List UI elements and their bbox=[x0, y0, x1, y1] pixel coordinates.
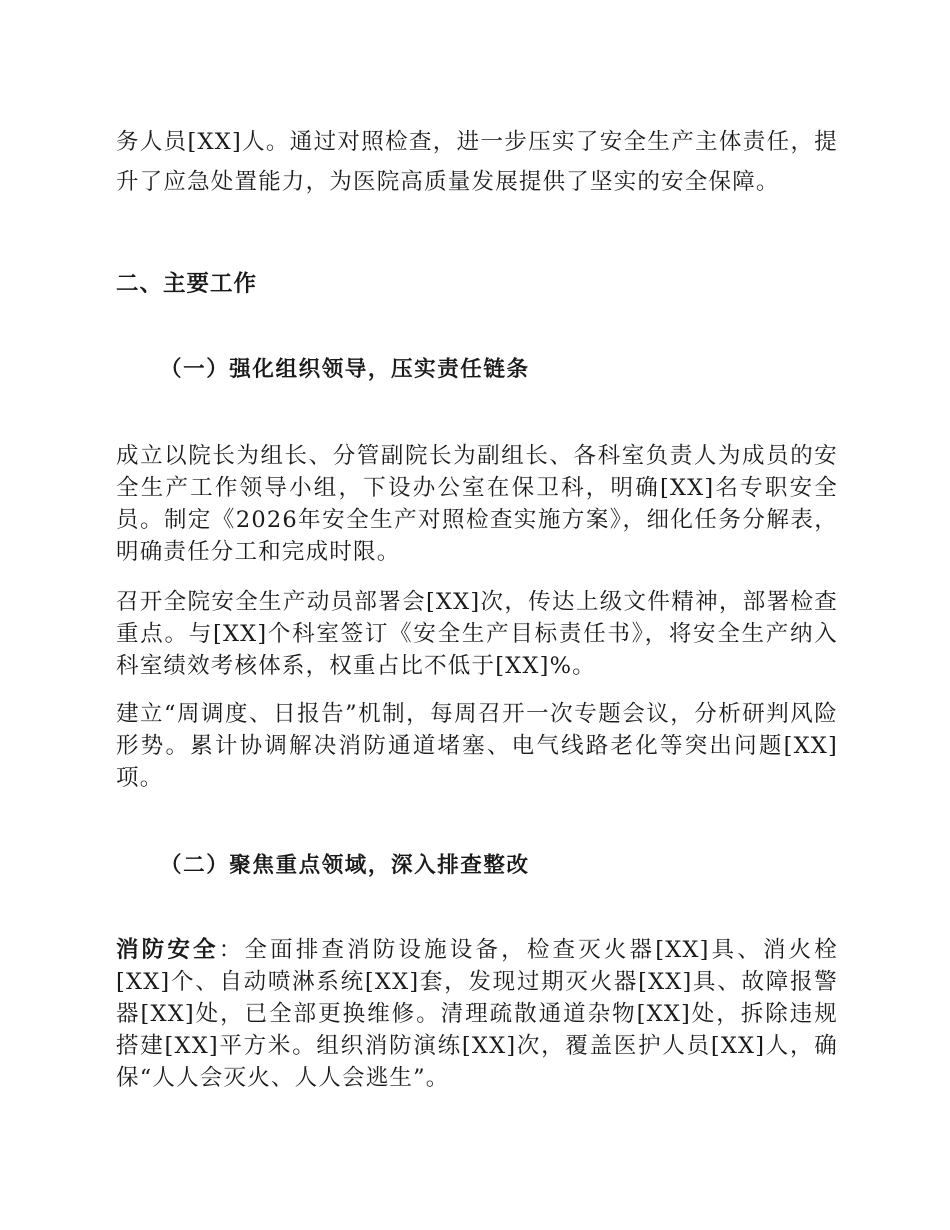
paragraph-mobilization-meeting: 召开全院安全生产动员部署会[XX]次，传达上级文件精神，部署检查重点。与[XX]个科室签订《安全生产目标责任书》，将安全生产纳入科室绩效考核体系，权重占比不低于[XX]%。 bbox=[116, 589, 838, 679]
fire-safety-text: ：全面排查消防设施设备，检查灭火器[XX]具、消火栓[XX]个、自动喷淋系统[XX]套，发现过期灭火器[XX]具、故障报警器[XX]处，已全部更换维修。清理疏散通道杂物[XX]处，拆除违规搭建[XX]平方米。组织消防演练[XX]次，覆盖医护人员[XX]人，确保“人人会灭火、人人会逃生”。 bbox=[116, 937, 838, 1091]
subsection-heading-organization: （一）强化组织领导，压实责任链条 bbox=[160, 357, 530, 382]
fire-safety-lead: 消防安全 bbox=[116, 937, 219, 963]
intro-paragraph: 务人员[XX]人。通过对照检查，进一步压实了安全生产主体责任，提升了应急处置能力，为医院高质量发展提供了坚实的安全保障。 bbox=[116, 129, 838, 195]
section-heading-main-work: 二、主要工作 bbox=[116, 271, 258, 297]
paragraph-weekly-mechanism: 建立“周调度、日报告”机制，每周召开一次专题会议，分析研判风险形势。累计协调解决消防通道堵塞、电气线路老化等突出问题[XX]项。 bbox=[116, 701, 838, 791]
paragraph-leadership-group: 成立以院长为组长、分管副院长为副组长、各科室负责人为成员的安全生产工作领导小组，下设办公室在保卫科，明确[XX]名专职安全员。制定《2026年安全生产对照检查实施方案》，细化任务分解表，明确责任分工和完成时限。 bbox=[116, 443, 838, 565]
paragraph-fire-safety bbox=[116, 934, 838, 1094]
subsection-heading-key-areas: （二）聚焦重点领域，深入排查整改 bbox=[160, 853, 530, 878]
